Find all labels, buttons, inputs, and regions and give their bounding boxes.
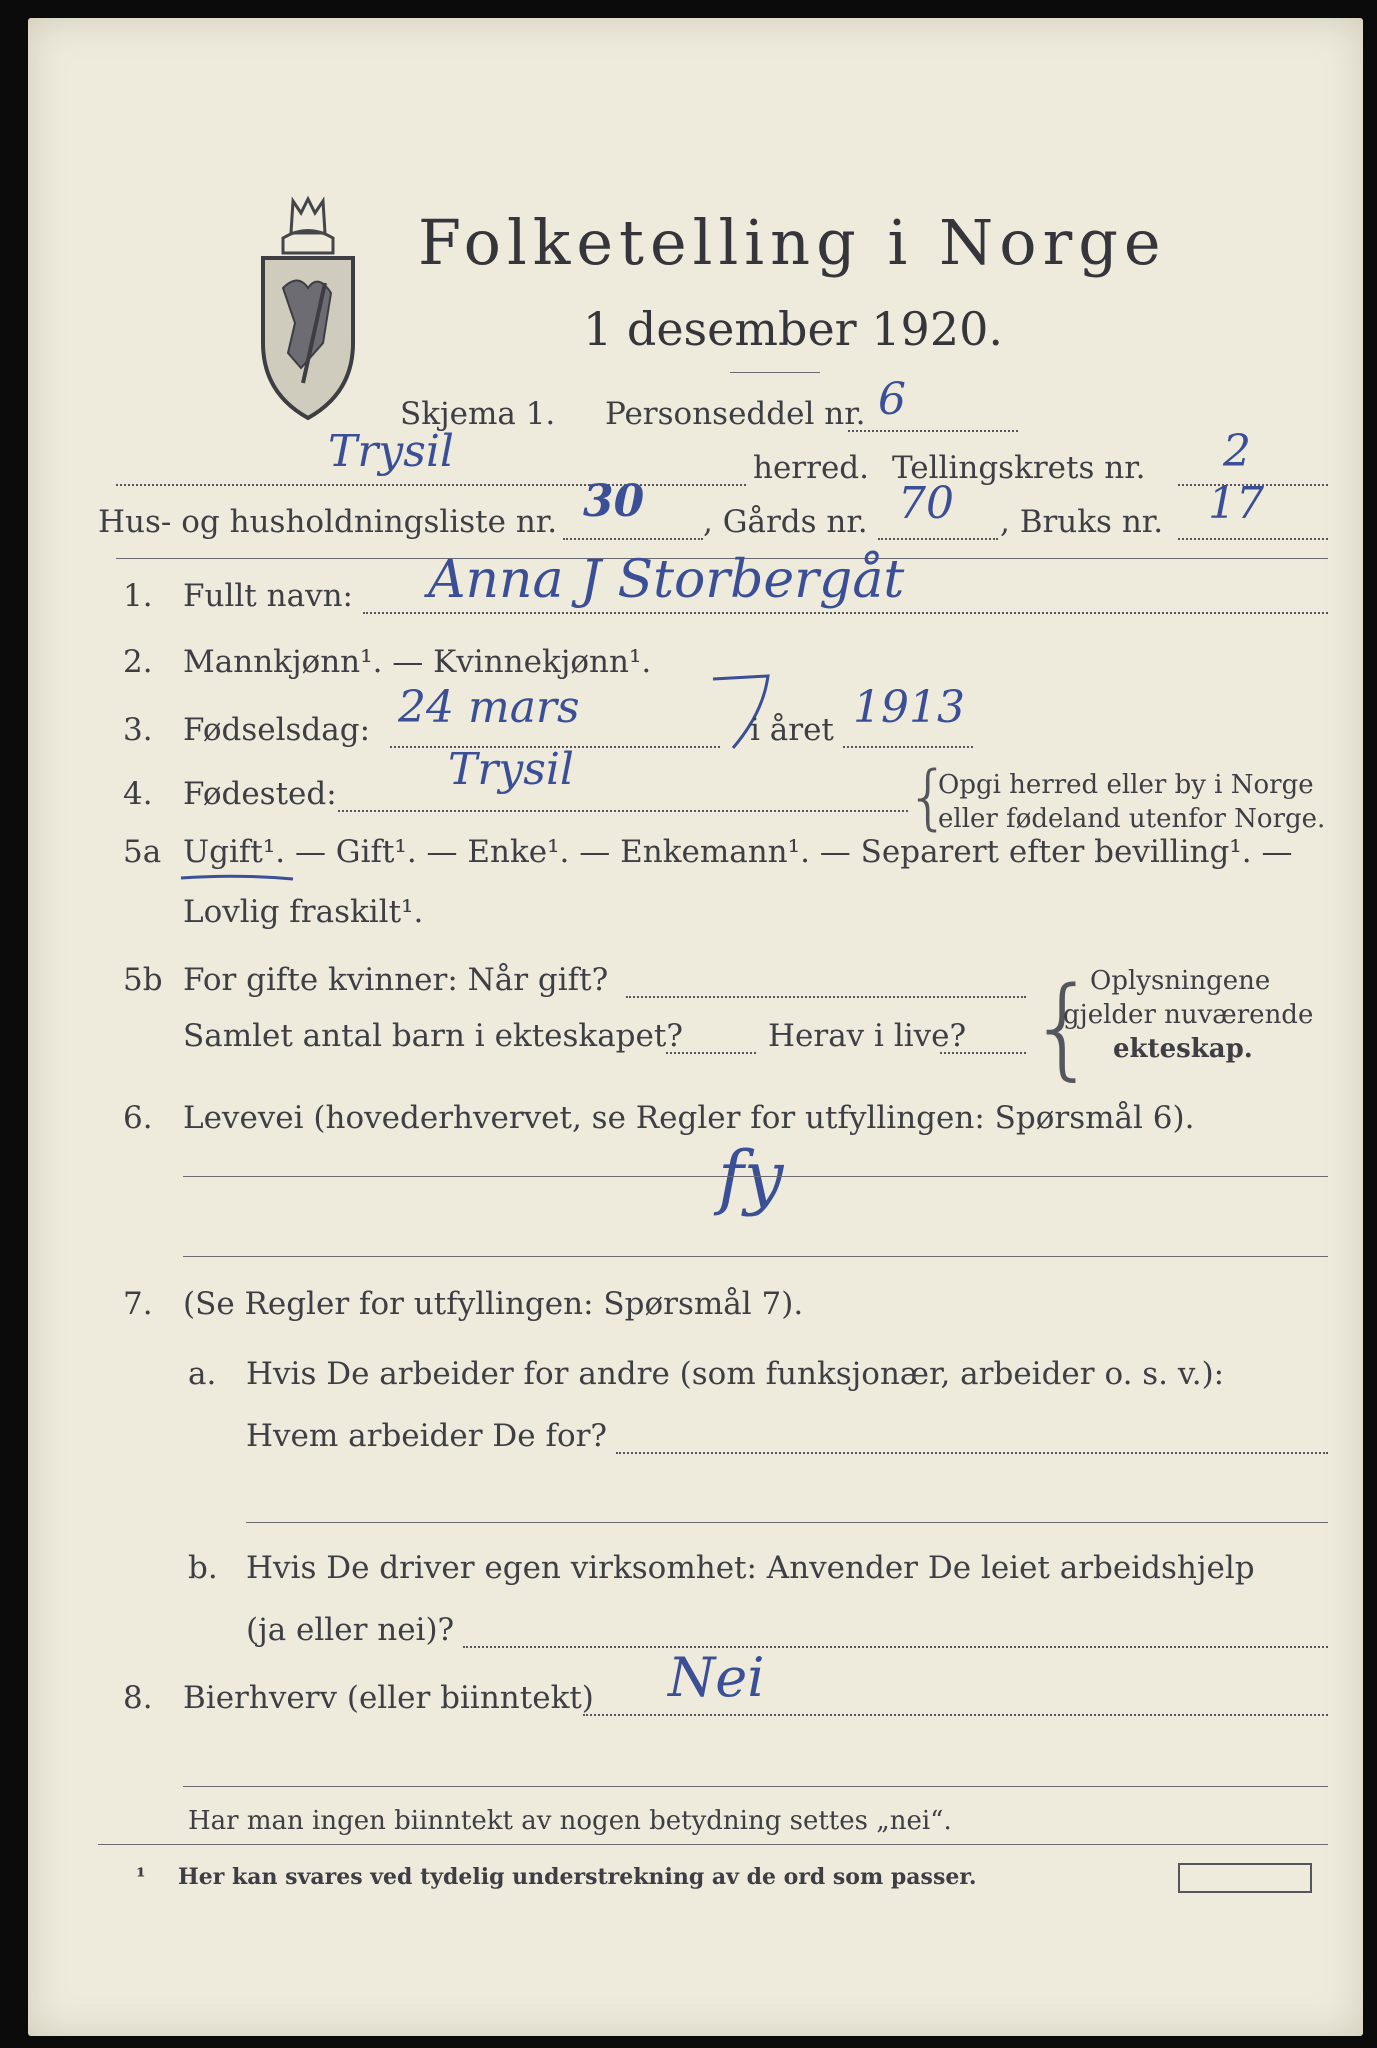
printer-stamp [1178, 1863, 1312, 1893]
q5a-ugift-underline-icon [178, 870, 298, 884]
q5b-children-label: Samlet antal barn i ekteskapet? [183, 1018, 683, 1054]
q4-label: Fødested: [183, 776, 337, 812]
q1-number: 1. [123, 578, 153, 614]
q5b-alive-label: Herav i live? [768, 1018, 967, 1054]
footnote-text: Her kan svares ved tydelig understrekning av de ord som passer. [178, 1864, 977, 1890]
q8-line [583, 1714, 1328, 1716]
bruks-line [1178, 538, 1328, 540]
personseddel-line [848, 430, 1018, 432]
q3-label: Fødselsdag: [183, 712, 371, 748]
footnote-mark: ¹ [136, 1864, 146, 1890]
q4-brace: { [906, 756, 951, 838]
q4-note-line2: eller fødeland utenfor Norge. [938, 804, 1326, 834]
q8-line-extra [183, 1786, 1328, 1787]
q7b-line2: (ja eller nei)? [246, 1612, 455, 1648]
gards-line [878, 538, 998, 540]
q2-label: Mannkjønn¹. — Kvinnekjønn¹. [183, 644, 652, 680]
census-form-page [28, 18, 1363, 2036]
q1-label: Fullt navn: [183, 578, 353, 614]
q5b-married-line [626, 996, 1026, 998]
hus-label: Hus- og husholdningsliste nr. [98, 504, 558, 540]
hus-line [563, 538, 703, 540]
hus-value[interactable]: 30 [583, 476, 645, 527]
q5b-alive-line [940, 1052, 1026, 1054]
q7-number: 7. [123, 1286, 153, 1322]
q5a-number: 5a [123, 834, 162, 870]
q7a-line1: Hvis De arbeider for andre (som funksjonær, arbeider o. s. v.): [246, 1356, 1225, 1392]
q4-birthplace-value[interactable]: Trysil [448, 744, 574, 795]
personseddel-value[interactable]: 6 [878, 374, 906, 425]
q4-number: 4. [123, 776, 153, 812]
bruks-value[interactable]: 17 [1208, 478, 1264, 529]
q1-line [363, 612, 1328, 614]
q8-label: Bierhverv (eller biinntekt) [183, 1680, 594, 1716]
tellingskrets-label: Tellingskrets nr. [892, 450, 1146, 486]
form-title: Folketelling i Norge [418, 206, 1167, 279]
q7b-line1: Hvis De driver egen virksomhet: Anvender De leiet arbeidshjelp [246, 1550, 1255, 1586]
q6-number: 6. [123, 1100, 153, 1136]
norway-coat-of-arms-icon [253, 193, 363, 423]
q4-line [338, 810, 908, 812]
q5b-note-line1: Oplysningene [1090, 966, 1271, 996]
q4-note-line1: Opgi herred eller by i Norge [938, 770, 1314, 800]
q3-year-label: i året [750, 712, 834, 748]
q1-full-name-value[interactable]: Anna J Storbergåt [428, 550, 905, 610]
q7b-line [463, 1646, 1328, 1648]
footnote-separator [98, 1844, 1328, 1845]
side-income-note: Har man ingen biinntekt av nogen betydning settes „nei“. [188, 1806, 952, 1836]
q3-birthday-value[interactable]: 24 mars [398, 682, 580, 733]
q5b-brace: { [1028, 963, 1098, 1091]
q5b-note-line3: ekteskap. [1113, 1034, 1253, 1064]
q3-number: 3. [123, 712, 153, 748]
bruks-label: , Bruks nr. [1000, 504, 1164, 540]
herred-value[interactable]: Trysil [328, 426, 454, 477]
q7-label: (Se Regler for utfyllingen: Spørsmål 7). [183, 1286, 804, 1322]
q7a-line2: Hvem arbeider De for? [246, 1418, 608, 1454]
q3-year-value[interactable]: 1913 [853, 682, 965, 733]
q7a-line [616, 1452, 1328, 1454]
q7b-letter: b. [188, 1550, 218, 1586]
q6-line1 [183, 1176, 1328, 1177]
q6-line2 [183, 1256, 1328, 1257]
q5b-number: 5b [123, 962, 163, 998]
q8-side-income-value[interactable]: Nei [668, 1646, 765, 1709]
q5a-options: Ugift¹. — Gift¹. — Enke¹. — Enkemann¹. — Separert efter bevilling¹. — [183, 834, 1293, 870]
q8-number: 8. [123, 1680, 153, 1716]
q3-year-line [843, 746, 973, 748]
skjema-label: Skjema 1. [400, 396, 556, 432]
q7a-line-extra [246, 1522, 1328, 1523]
q6-label: Levevei (hovederhvervet, se Regler for utfyllingen: Spørsmål 6). [183, 1100, 1195, 1136]
herred-label: herred. [753, 450, 869, 486]
q5b-children-line [666, 1052, 756, 1054]
personseddel-label: Personseddel nr. [605, 396, 866, 432]
q5a-options-line2: Lovlig fraskilt¹. [183, 894, 424, 930]
herred-line [116, 484, 746, 486]
q2-number: 2. [123, 644, 153, 680]
gards-label: , Gårds nr. [703, 504, 868, 540]
q5b-note-line2: gjelder nuværende [1063, 1000, 1314, 1030]
gards-value[interactable]: 70 [898, 478, 954, 529]
title-divider [730, 372, 820, 373]
tellingskrets-value[interactable]: 2 [1223, 426, 1251, 477]
q5b-label-line1: For gifte kvinner: Når gift? [183, 962, 609, 998]
q7a-letter: a. [188, 1356, 217, 1392]
q6-occupation-value[interactable]: fy [718, 1136, 784, 1218]
census-date: 1 desember 1920. [583, 302, 1003, 356]
